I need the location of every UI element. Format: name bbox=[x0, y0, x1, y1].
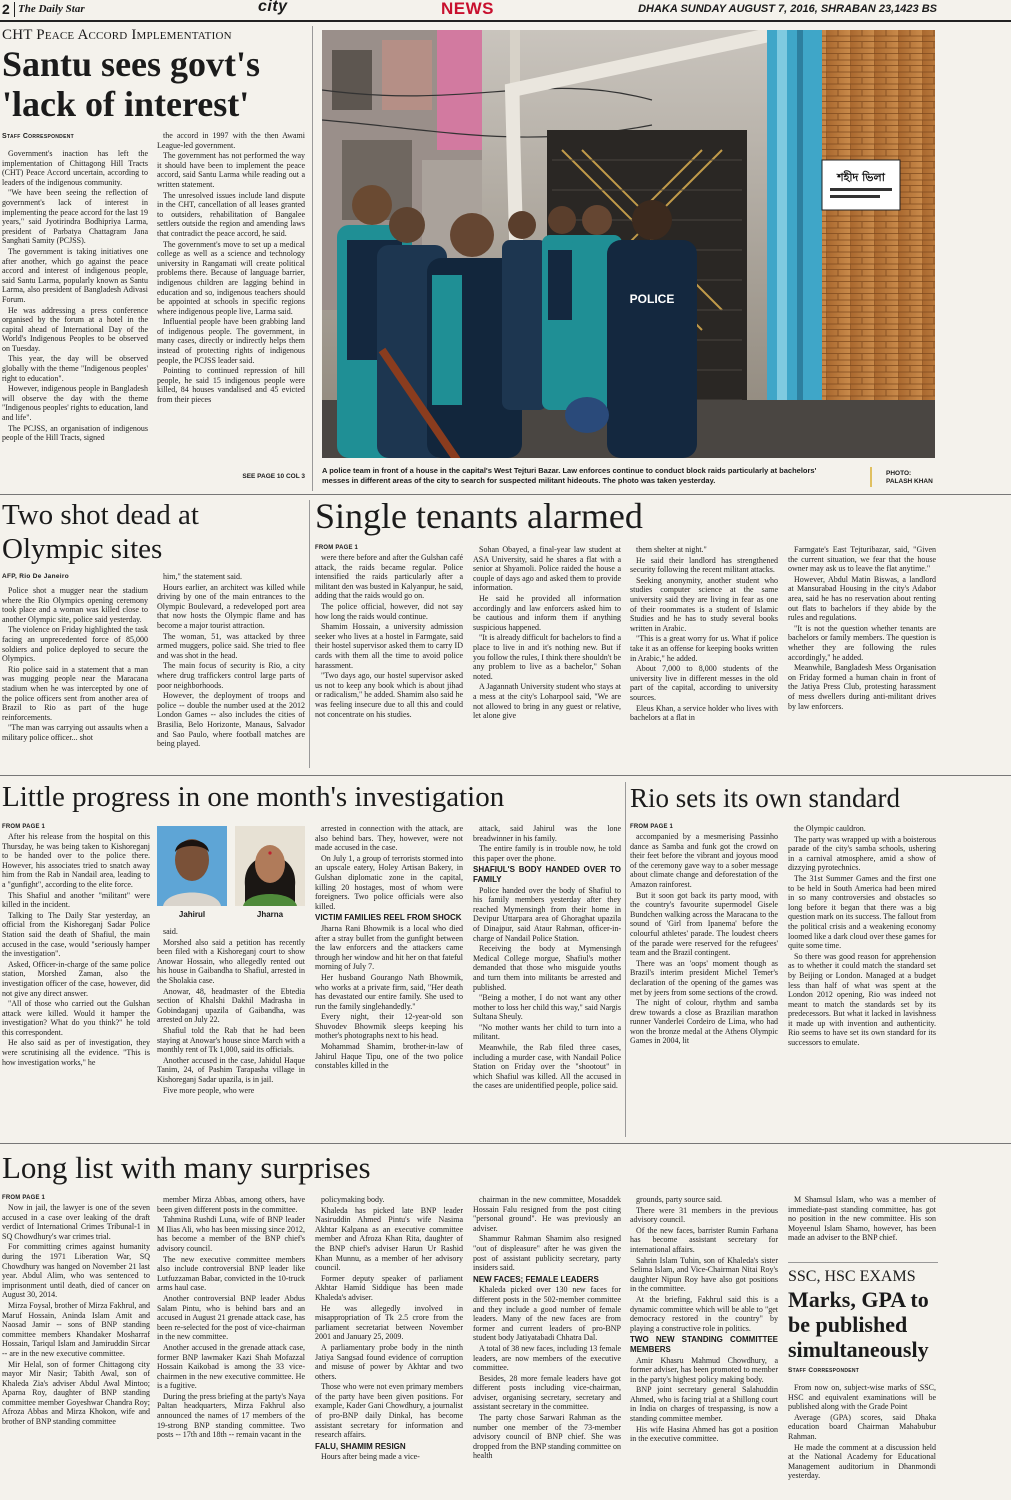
page-number: 2 bbox=[2, 1, 10, 17]
cht-headline-line2: 'lack of interest' bbox=[2, 84, 250, 124]
cht-column-2: the accord in 1997 with the then Awami League-led government. The government has not performed the way it should have been to implement the peace accord, said Santu Larma while reading out a written statement. The unresolved issues include land dispute in the CHT, cancellation of all leases granted to outsiders, rehabilitation of Bangalee settlers outside the region and amending laws that contradict the peace accord, he said. The government's move to set up a medical college as well as a science and technology university in Rangamati will create political problems there. Because of language barrier, indigenous children are lagging behind in education and so, indigenous teachers should be appointed at schools in specific regions where indigenous people live, Larma said. Influential people have been grabbing land of indigenous people. The government, in many cases, directly or indirectly helps them instead of protecting rights of indigenous people, the PCJSS leader said. Pointing to continued repression of hill people, he said 15 indigenous people were killed, 84 houses vandalised and 45 evicted from their pieces bbox=[157, 131, 305, 405]
cht-headline-line1: Santu sees govt's bbox=[2, 44, 261, 84]
house-nameplate: শহীদ ভিলা bbox=[837, 171, 885, 184]
police-raid-photo bbox=[322, 30, 935, 458]
olympic-byline: AFP, Rio De Janeiro bbox=[2, 573, 69, 580]
portrait-label-jahirul: Jahirul bbox=[178, 910, 206, 919]
rio-from-page: FROM PAGE 1 bbox=[630, 824, 674, 830]
portrait-jahirul bbox=[157, 826, 227, 906]
investigation-from-page: FROM PAGE 1 bbox=[2, 824, 46, 830]
investigation-column-3: arrested in connection with the attack, are also behind bars. They, however, were not made accused in the case. On July 1, a group of terrorists stormed into an upscale eatery, Holey Artisan Bakery, in Gulshan diplomatic zone in the capital, killing 20 hostages, most of whom were foreigners. Two police officials were also killed. VICTIM FAMILIES REEL FROM SHOCK Jharna Rani Bhowmik is a local who died after a stray bullet from the gunfight between the law enforcers and the attackers came through her window and hit her on that fateful morning of July 7. Her husband Gourango Nath Bhowmik, who works at a private firm, said, "Her death has devastated our entire family. She used to run the family singlehandedly." Every night, their 12-year-old son Shuvodev Bhowmik sleeps keeping his mother's photographs next to his head. Mohammad Shamim, brother-in-law of Jahirul Haque Tipu, one of the two police constables killed in the bbox=[315, 824, 463, 1071]
masthead-logo: The Daily Star bbox=[18, 3, 85, 15]
section-rule bbox=[0, 775, 1011, 776]
section-rule bbox=[0, 494, 1011, 495]
subhead-standing-committee: TWO NEW STANDING COMMITTEE MEMBERS bbox=[630, 1335, 778, 1354]
longlist-column-5: grounds, party source said. There were 31 members in the previous advisory council. Of the new faces, barrister Rumin Farhana has become assistant secretary for international affairs. Sahrin Islam Tuhin, son of Khaleda's sister Selima Islam, and Vice-Chairman Nitai Roy's daughter Nipun Roy have also got positions in the committee. At the briefing, Fakhrul said this is a dynamic committee which will be able to "get democracy restored in the country" by playing a constructive role in politics. TWO NEW STANDING COMMITTEE MEMBERS Amir Khasru Mahmud Chowdhury, a former adviser, has been promoted to member in the party's highest policy making body. BNP joint secretary general Salahuddin Ahmed, who is facing trial at a Shillong court in India on charges of trespassing, is now a standing committee member. His wife Hasina Ahmed has got a position in the executive committee. bbox=[630, 1195, 778, 1444]
rio-column-1: accompanied by a mesmerising Passinho dance as Samba and funk got the crowd on their feet before the vibrant and joyous mood of the ceremony gave way to a sober message about climate change and deforestation of the Amazon rainforest. But it soon got back its party mood, with the country's favourite supermodel Gisele Bundchen walking across the Maracana to the sound of 'Girl from Ipanema' before the colourful athletes' parade. The loudest cheers of the parade were reserved for the refugees' team and the Brazil contingent. There was an 'oops' moment though as Brazil's interim president Michel Temer's declaration of the opening of the games was met by jeers from some sections of the crowd. The night of colour, rhythm and samba drew towards a close as Brazilian marathon runner Vanderlei Cordeiro de Lima, who had won the bronze medal at the Athens Olympic Games in 2004, lit bbox=[630, 832, 778, 1046]
ssc-byline: Staff Correspondent bbox=[788, 1367, 860, 1374]
longlist-column-3: policymaking body. Khaleda has picked late BNP leader Nasiruddin Ahmed Pintu's wife Nasima Akhtar Kalpana as an executive committee member and Afroza Khan Rita, daughter of the BNP chief's adviser Harun Ur Rashid Khan Munnu, as a member of her advisory council. Former deputy speaker of parliament Akhtar Hamid Siddique has been made Khaleda's adviser. He was allegedly involved in misappropriation of Tk 2.5 crore from the parliament secretariat between November 2001 and January 25, 2009. A parliamentary probe body in the ninth Jatiya Sangsad found evidence of corruption and misuse of power by Akhtar and two others. Those who were not even primary members of the party have been given positions. For example, Kader Gani Chowdhury, a journalist of pro-BNP daily Dinkal, has become assistant secretary for information and research affairs. FALU, SHAMIM RESIGN Hours after being made a vice- bbox=[315, 1195, 463, 1462]
section-label-news: NEWS bbox=[441, 0, 494, 18]
photo-credit-name: PALASH KHAN bbox=[886, 478, 933, 485]
tenants-from-page: FROM PAGE 1 bbox=[315, 545, 359, 551]
rio-column-2: the Olympic cauldron. The party was wrapped up with a boisterous parade of the city's samba schools, ushering in a carnival atmosphere, amid a show of dizzying pyrotechnics. The 31st Summer Games and the first one to be held in South America had been mired in so many controversies and obstacles so long before it began that there was a big question mark on its success. The fallout from the political crisis and a weakening economy loomed like a dark cloud over these games for quite some time. So there was good reason for apprehension as to whether it could match the standard set by Beijing or London. Managed at a budget less than half of what was spent at the London 2012 opening, Rio was indeed not meant to match the standards set by its predecessors. But what it lacked in lavishness it made up with invention and authenticity. Rio seems to have set its own standard for its successors to emulate. bbox=[788, 824, 936, 1048]
tenants-headline: Single tenants alarmed bbox=[315, 496, 643, 536]
ssc-kicker: SSC, HSC EXAMS bbox=[788, 1268, 916, 1285]
subhead-body-handed-over: SHAFIUL'S BODY HANDED OVER TO FAMILY bbox=[473, 865, 621, 884]
olympic-headline-line2: Olympic sites bbox=[2, 533, 163, 565]
subhead-new-faces: NEW FACES; FEMALE LEADERS bbox=[473, 1274, 599, 1284]
header-divider bbox=[14, 2, 15, 17]
credit-divider bbox=[870, 467, 872, 487]
longlist-column-1: Now in jail, the lawyer is one of the seven accused in a case over leaking of the draft verdict of International Crimes Tribunal-1 in SQ Chowdhury's war crimes trial. For committing crimes against humanity during the 1971 Liberation War, SQ Chowdhury was hanged on November 21 last year. Abdul Alim, who was sentenced to imprisonment until death, died of cancer on August 30, 2014. Mirza Foysal, brother of Mirza Fakhrul, and Maruf Hossain, Aninda Islam Amit and Naosad Jamir -- sons of BNP standing committee members Khandaker Mosharraf Hossain, Tariqul Islam and Jamiruddin Sircar -- are in the new executive committee. Mir Helal, son of former Chittagong city mayor Mir Nasir; Tabith Awal, son of Khaleda Zia's adviser Abdul Awal Mintoo; Aparna Roy, daughter of BNP standing committee member Goyeshwar Chandra Roy; Afroza Abbas and Mirza Khokon, wife and brother of BNP standing committee bbox=[2, 1203, 150, 1427]
dateline: DHAKA SUNDAY AUGUST 7, 2016, SHRABAN 23,1423 BS bbox=[638, 3, 937, 15]
longlist-column-2: member Mirza Abbas, among others, have been given different posts in the committee. Tahmina Rushdi Luna, wife of BNP leader M Ilias Ali, who has been missing since 2012, has become a member of the BNP chief's advisory council. The new executive committee members also include controversial BNP leader like Lutfuzzaman Babar, convicted in the 10-truck arms haul case. Another controversial BNP leader Abdus Salam Pintu, who is behind bars and an accused in August 21 grenade attack case, has been re-selected for the post of vice-chairman in the new committee. Another accused in the grenade attack case, former BNP lawmaker Kazi Shah Mofazzal Hossain Kaikobad is among the 33 vice-chairmen in the new executive committee. He is a fugitive. During the press briefing at the party's Naya Paltan headquarters, Mirza Fakhrul also announced the names of 17 members of the 19-strong BNP standing committee. Two posts -- 17th and 18th -- remain vacant in the bbox=[157, 1195, 305, 1440]
ssc-body: From now on, subject-wise marks of SSC, HSC and equivalent examinations will be published along with the Grade Point Average (GPA) scores, said Dhaka education board Chairman Mahabubur Rahman. He made the comment at a discussion held at the National Academy for Educational Management auditorium in Dhanmondi yesterday. bbox=[788, 1383, 936, 1481]
rio-headline: Rio sets its own standard bbox=[630, 783, 900, 813]
ssc-headline-line1: Marks, GPA to bbox=[788, 1287, 929, 1312]
photo-credit bbox=[886, 470, 933, 486]
cht-column-1: Government's inaction has left the implementation of Chittagong Hill Tracts (CHT) Peace Accord uncertain, according to leaders of the indigenous community. "We have been seeing the reflection of government's lack of interest in implementing the peace accord for the last 19 years," said Jyotirindra Bodhipriya Larma, president of Parbatya Chattagram Jana Sanghati Samity (PCJSS). The government is taking initiatives one after another, which go against the peace accord and interest of indigenous people, said Santu Larma, popularly known as Santu Larma, also president of Bangladesh Adivasi Forum. He was addressing a press conference organised by the forum at a hotel in the capital ahead of International Day of the World's Indigenous Peoples to be observed on Tuesday. This year, the day will be observed globally with the theme "Indigenous peoples' right to education". However, indigenous people in Bangladesh will observe the day with the theme "Indigenous peoples' rights to education, land and life". The PCJSS, an organisation of indigenous people of the Hill Tracts, signed bbox=[2, 149, 148, 443]
longlist-column-4: chairman in the new committee, Mosaddek Hossain Falu resigned from the post citing "personal ground". He was previously an adviser. Shammur Rahman Shamim also resigned "out of displeasure" after he was given the post of assistant publicity secretary, party insiders said. NEW FACES; FEMALE LEADERS Khaleda picked over 130 new faces for different posts in the 502-member committee and they include a good number of female leaders. Many of the new faces are from former and current leaders of pro-BNP student body Jatiyatabadi Chhatra Dal. A total of 38 new faces, including 13 female leaders, are now members of the executive committee. Besides, 28 more female leaders have got different posts including vice-chairman, adviser, organising secretary, secretary and assistant secretary in the committee. The party chose Sarwari Rahman as the number one member of the 73-member advisory council of BNP chief. She was dropped from the BNP standing committee on health bbox=[473, 1195, 621, 1461]
portrait-label-jharna: Jharna bbox=[256, 910, 284, 919]
cht-byline: Staff Correspondent bbox=[2, 133, 74, 140]
police-vest-label: POLICE bbox=[629, 292, 675, 306]
longlist-from-page: FROM PAGE 1 bbox=[2, 1195, 46, 1201]
subhead-falu-shamim: FALU, SHAMIM RESIGN bbox=[315, 1441, 406, 1451]
portrait-jharna bbox=[235, 826, 305, 906]
column-divider bbox=[309, 500, 310, 768]
investigation-column-4: attack, said Jahirul was the lone breadwinner in his family. The entire family is in trouble now, he told this paper over the phone. SHAFIUL'S BODY HANDED OVER TO FAMILY Police handed over the body of Shafiul to his family members yesterday after they reached Mymensingh from their home in Devipur Uttarpara area of Ghoraghat upazila of Dinajpur, said Ataur Rahman, officer-in-charge of Nandail Police Station. Receiving the body at Mymensingh Medical College morgue, Shafiul's mother demanded that those who misguide youths and turn them into militants be arrested and published. "Being a mother, I do not want any other mother to loss her child this way," said Nargis Sultana Sheuly. "No mother wants her child to turn into a militant. Meanwhile, the Rab filed three cases, including a murder case, with Nandail Police Station on Friday over the "shootout" in which Shafiul was killed. All the accused in the cases are unidentified people, police said. bbox=[473, 824, 621, 1091]
photo-caption: A police team in front of a house in the capital's West Tejturi Bazar. Law enforces continue to conduct block raids particularly at bachelors' messes in different areas of the city to search for suspected militant hideouts. The photo was taken yesterday. bbox=[322, 466, 817, 485]
olympic-column-1: Police shot a mugger near the stadium where the Rio Olympics opening ceremony took place and a woman was killed close to another Olympic site, police said yesterday. The violence on Friday highlighted the task facing an unprecedented force of 85,000 soldiers and police deployed to secure the Olympics. Rio police said in a statement that a man was mugging people near the Maracana stadium when he was intercepted by one of the police officers sent from another area of Brazil to Rio as part of the huge reinforcements. "The man was carrying out assaults when a military police officer... shot bbox=[2, 586, 148, 742]
tenants-column-4: Farmgate's East Tejturibazar, said, "Given the current situation, we fear that the house owner may ask us to leave the flat anytime." However, Abdul Matin Biswas, a landlord at Mansurabad Housing in the city's Adabor area, said he has no reservation about renting out flats to bachelors if they abide by the rules and regulations. "It is not the question whether tenants are bachelors or family members. The question is whether they are following the rules accordingly," he added. Meanwhile, Bangladesh Mess Organisation on Friday formed a human chain in front of the Jatiya Press Club, protesting harassment of mess dwellers during anti-militant drives by law enforcers. bbox=[788, 545, 936, 711]
section-label-city: city bbox=[258, 0, 288, 15]
column-divider bbox=[312, 26, 313, 491]
olympic-column-2: him," the statement said. Hours earlier, an architect was killed while driving by one of the main entrances to the Olympic Boulevard, a redeveloped port area that now hosts the Olympic flame and has become a major tourist attraction. The woman, 51, was attacked by three armed muggers, police said. She tried to flee and was shot in the head. The main focus of security is Rio, a city where drug traffickers control large parts of poor neighborhoods. However, the deployment of troops and police -- double the number used at the 2012 London Games -- also includes the cities of Brasilia, Belo Horizonte, Manaus, Salvador and Sao Paulo, where football matches are being played. bbox=[157, 572, 305, 749]
investigation-headline: Little progress in one month's investigation bbox=[2, 781, 505, 813]
subhead-victim-families: VICTIM FAMILIES REEL FROM SHOCK bbox=[315, 913, 462, 923]
tenants-column-1: were there before and after the Gulshan café attack, the raids became regular. Police intensified the raids particularly after a militant den was busted in Kalyanpur, he said, adding that the raids would go on. The police official, however, did not say how long the raids would continue. Shamim Hossain, a university admission seeker who lives at a hostel in Farmgate, said their hostel supervisor asked them to carry ID cards with them all the time to avoid police harassment. "Two days ago, our hostel supervisor asked us not to keep any book which is about jihad or radicalism," he added. Shamim also said he was feeling insecure due to all this and could not concentrate on his studies. bbox=[315, 553, 463, 719]
column-divider bbox=[625, 782, 626, 1137]
ssc-headline-line3: simultaneously bbox=[788, 1337, 929, 1362]
olympic-headline-line1: Two shot dead at bbox=[2, 499, 199, 531]
cht-continued-ref: SEE PAGE 10 COL 3 bbox=[242, 473, 305, 480]
box-rule bbox=[788, 1262, 938, 1263]
page-header bbox=[0, 0, 1011, 22]
investigation-column-1: After his release from the hospital on this Thursday, he was being taken to Kishoreganj to be handed over to the police there. However, his associates tried to snatch away him from the Rab in Nandail area, leading to a "gunfight", according to the elite force. This Shafiul and another "militant" were killed in the incident. Talking to The Daily Star yesterday, an official from the Kishoreganj Sadar Police Station said the death of Shafiul, the main accused in the case, would "seriously hamper the investigation". Asked, Officer-in-charge of the same police station, Morshed Zaman, also the investigation officer of the case, however, did not give any direct answer. "All of those who carried out the Gulshan attack were killed. Would it hamper the investigation? What do you think?" he told this correspondent. He also said as per of investigation, they were scrutinising all the evidence. "This is how investigation works," he bbox=[2, 832, 150, 1067]
tenants-column-2: Sohan Obayed, a final-year law student at ASA University, said he shares a flat with a senior at Shyamoli. Police raided the house a couple of days ago and asked them to provide information. He said he provided all information accordingly and law enforcers asked him to be cautious and inform them if anything suspicious happened. "It is already difficult for bachelors to find a place to live in and it's nothing new. But if you follow the rules, I think there shouldn't be any problem to live as a bachelor," Sohan noted. A Jagannath University student who stays at a mess at the city's Loharpool said, "We are not allowed to bring in any guest or relative, let alone give bbox=[473, 545, 621, 721]
investigation-column-2: said. Morshed also said a petition has recently been filed with a Kishoreganj court to show Anowar Hossain, who allegedly rented out his house in Gaibandha to Shafiul, arrested in the Sholakia case. Anowar, 48, headmaster of the Ebtedia section of Khalshi Dakhil Madrasha in Gobindaganj upazila of Gaibandha, was arrested on July 22. Shafiul told the Rab that he had been staying at Anowar's house since March with a monthly rent of Tk 1,000, said its officials. Another accused in the case, Jahidul Haque Tanim, 24, of Pashim Tarapasha village in Kishoreganj Sadar upazila, is in jail. Five more people, who were bbox=[157, 927, 305, 1095]
photo-credit-label: PHOTO: bbox=[886, 470, 912, 477]
section-rule bbox=[0, 1143, 1011, 1144]
ssc-headline-line2: be published bbox=[788, 1312, 908, 1337]
longlist-headline: Long list with many surprises bbox=[2, 1150, 371, 1185]
tenants-column-3: them shelter at night." He said their landlord has strengthened security following the recent militant attacks. Seeking anonymity, another student who studies computer science at the same university said they are living in fear as one of their roommates is a student of Islamic Studies and he has to study several books written in Arabic. "This is a great worry for us. What if police take it as an offense for keeping books written in Arabic," he added. About 7,000 to 8,000 students of the university live in different messes in the old part of the capital, according to university sources. Eleus Khan, a service holder who lives with bachelors at a flat in bbox=[630, 545, 778, 723]
longlist-column-6: M Shamsul Islam, who was a member of immediate-past standing committee, has got no position in the new committee. His son Moyeenul Islam Shamo, however, has been made an adviser to the BNP chief. bbox=[788, 1195, 936, 1243]
cht-kicker: CHT Peace Accord Implementation bbox=[2, 27, 232, 43]
